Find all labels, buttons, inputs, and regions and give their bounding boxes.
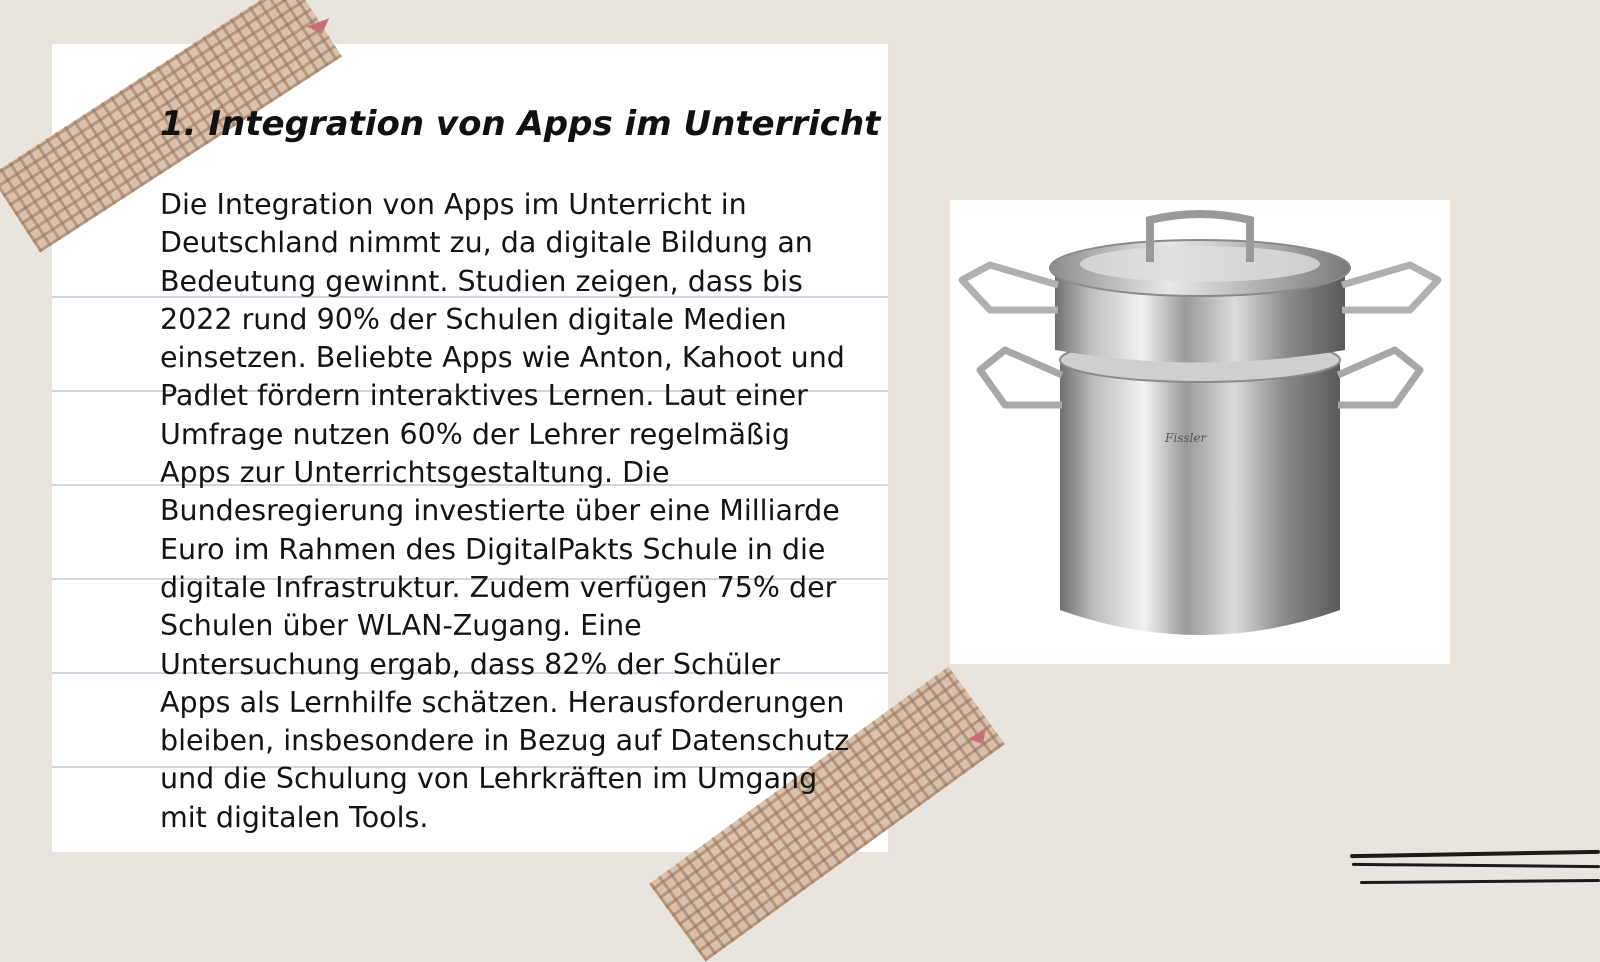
steamer-pot-icon: [950, 200, 1450, 664]
slide-body-text: Die Integration von Apps im Unterricht in Deutschland nimmt zu, da digitale Bildung an Bedeutung gewinnt. Studien zeigen, dass bis 2022 rund 90% der Schulen digitale Medien einsetzen. Beliebte Apps wie Anton, Kahoot und Padlet fördern interaktives Lernen. Laut einer Umfrage nutzen 60% der Lehrer regelmäßig Apps zur Unterrichtsgestaltung. Die Bundesregierung investierte über eine Milliarde Euro im Rahmen des DigitalPakts Schule in die digitale Infrastruktur. Zudem verfügen 75% der Schulen über WLAN-Zugang. Eine Untersuchung ergab, dass 82% der Schüler Apps als Lernhilfe schätzen. Herausforderungen bleiben, insbesondere in Bezug auf Datenschutz und die Schulung von Lehrkräften im Umgang mit digitalen Tools.: [160, 188, 850, 834]
decorative-brush-line: [1352, 863, 1600, 868]
decorative-brush-line: [1360, 879, 1600, 884]
stainless-steel-pot-image: [950, 200, 1450, 664]
decorative-brush-line: [1350, 850, 1600, 858]
brand-mark: Fissler: [1165, 431, 1207, 445]
slide-title: 1. Integration von Apps im Unterricht: [160, 104, 881, 144]
